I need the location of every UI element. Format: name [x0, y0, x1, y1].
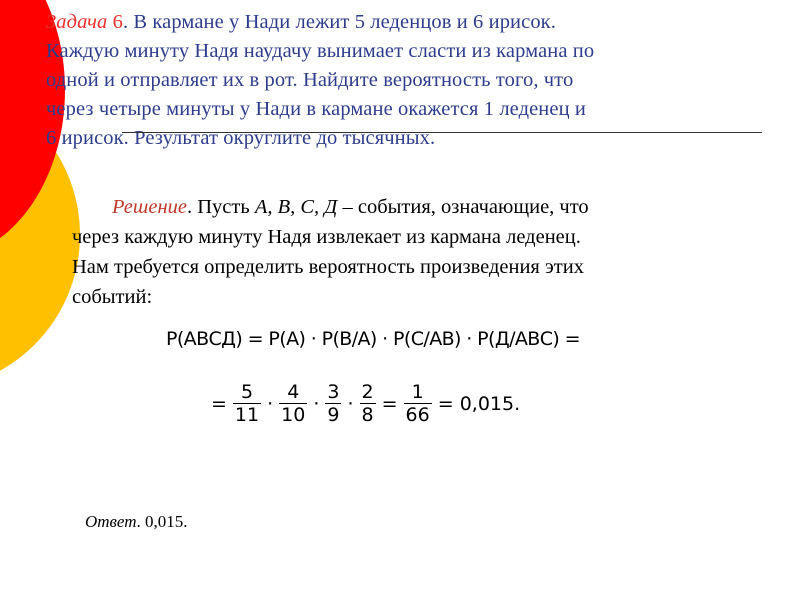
solution-line-2: через каждую минуту Надя извлекает из кармана леденец. [72, 226, 581, 248]
solution-line-3: Нам требуется определить вероятность произведения этих [72, 256, 584, 278]
answer-label: Ответ [85, 512, 137, 531]
solution-block [72, 192, 762, 312]
fraction-5 [404, 381, 432, 426]
mult-sign: · [347, 392, 354, 415]
answer-line [85, 512, 188, 532]
fraction-2 [279, 381, 307, 426]
fraction-4-den: 8 [361, 404, 374, 426]
task-text-1: . В кармане у Нади лежит 5 леденцов и 6 ирисок. [122, 11, 556, 33]
fraction-3 [325, 381, 341, 426]
solution-events: А, В, С, Д [254, 196, 338, 218]
task-line-3: одной и отправляет их в рот. Найдите вероятность того, что [46, 69, 574, 91]
solution-text-b: – события, означающие, что [337, 196, 589, 218]
task-label: Задача [46, 11, 108, 33]
task-line-5: 6 ирисок. Результат округлите до тысячных. [46, 127, 436, 149]
solution-line-1 [72, 192, 762, 222]
fraction-1-num: 5 [240, 381, 254, 403]
fraction-1 [233, 381, 261, 426]
formula-prefix: = [211, 392, 227, 415]
fraction-1-den: 11 [234, 404, 260, 426]
task-number: 6 [112, 11, 123, 33]
underline-rule [122, 132, 762, 133]
formula-result: = 0,015. [437, 392, 521, 415]
equals-sign: = [381, 392, 398, 415]
task-line-4: через четыре минуты у Нади в кармане окажется 1 леденец и [46, 98, 586, 120]
fraction-5-den: 66 [405, 404, 430, 426]
task-line-1 [46, 8, 766, 37]
answer-value: . 0,015. [136, 512, 188, 531]
mult-sign: · [267, 392, 274, 415]
task-line-2: Каждую минуту Надя наудачу вынимает сласти из кармана по [46, 40, 595, 62]
solution-label: Решение [112, 196, 187, 218]
fraction-4 [360, 381, 376, 426]
fraction-2-num: 4 [287, 381, 300, 403]
fraction-5-num: 1 [411, 381, 424, 403]
formula-calculation [207, 381, 524, 426]
fraction-2-den: 10 [281, 404, 306, 426]
formula-product: P(АВСД) = P(A) · P(В/A) · P(С/AВ) · P(Д/AВС) = [166, 328, 580, 350]
solution-line-4: событий: [72, 286, 153, 308]
fraction-4-num: 2 [361, 381, 374, 403]
mult-sign: · [313, 392, 320, 415]
fraction-3-num: 3 [327, 381, 340, 403]
fraction-3-den: 9 [327, 404, 340, 426]
solution-text-a: . Пусть [186, 196, 255, 218]
